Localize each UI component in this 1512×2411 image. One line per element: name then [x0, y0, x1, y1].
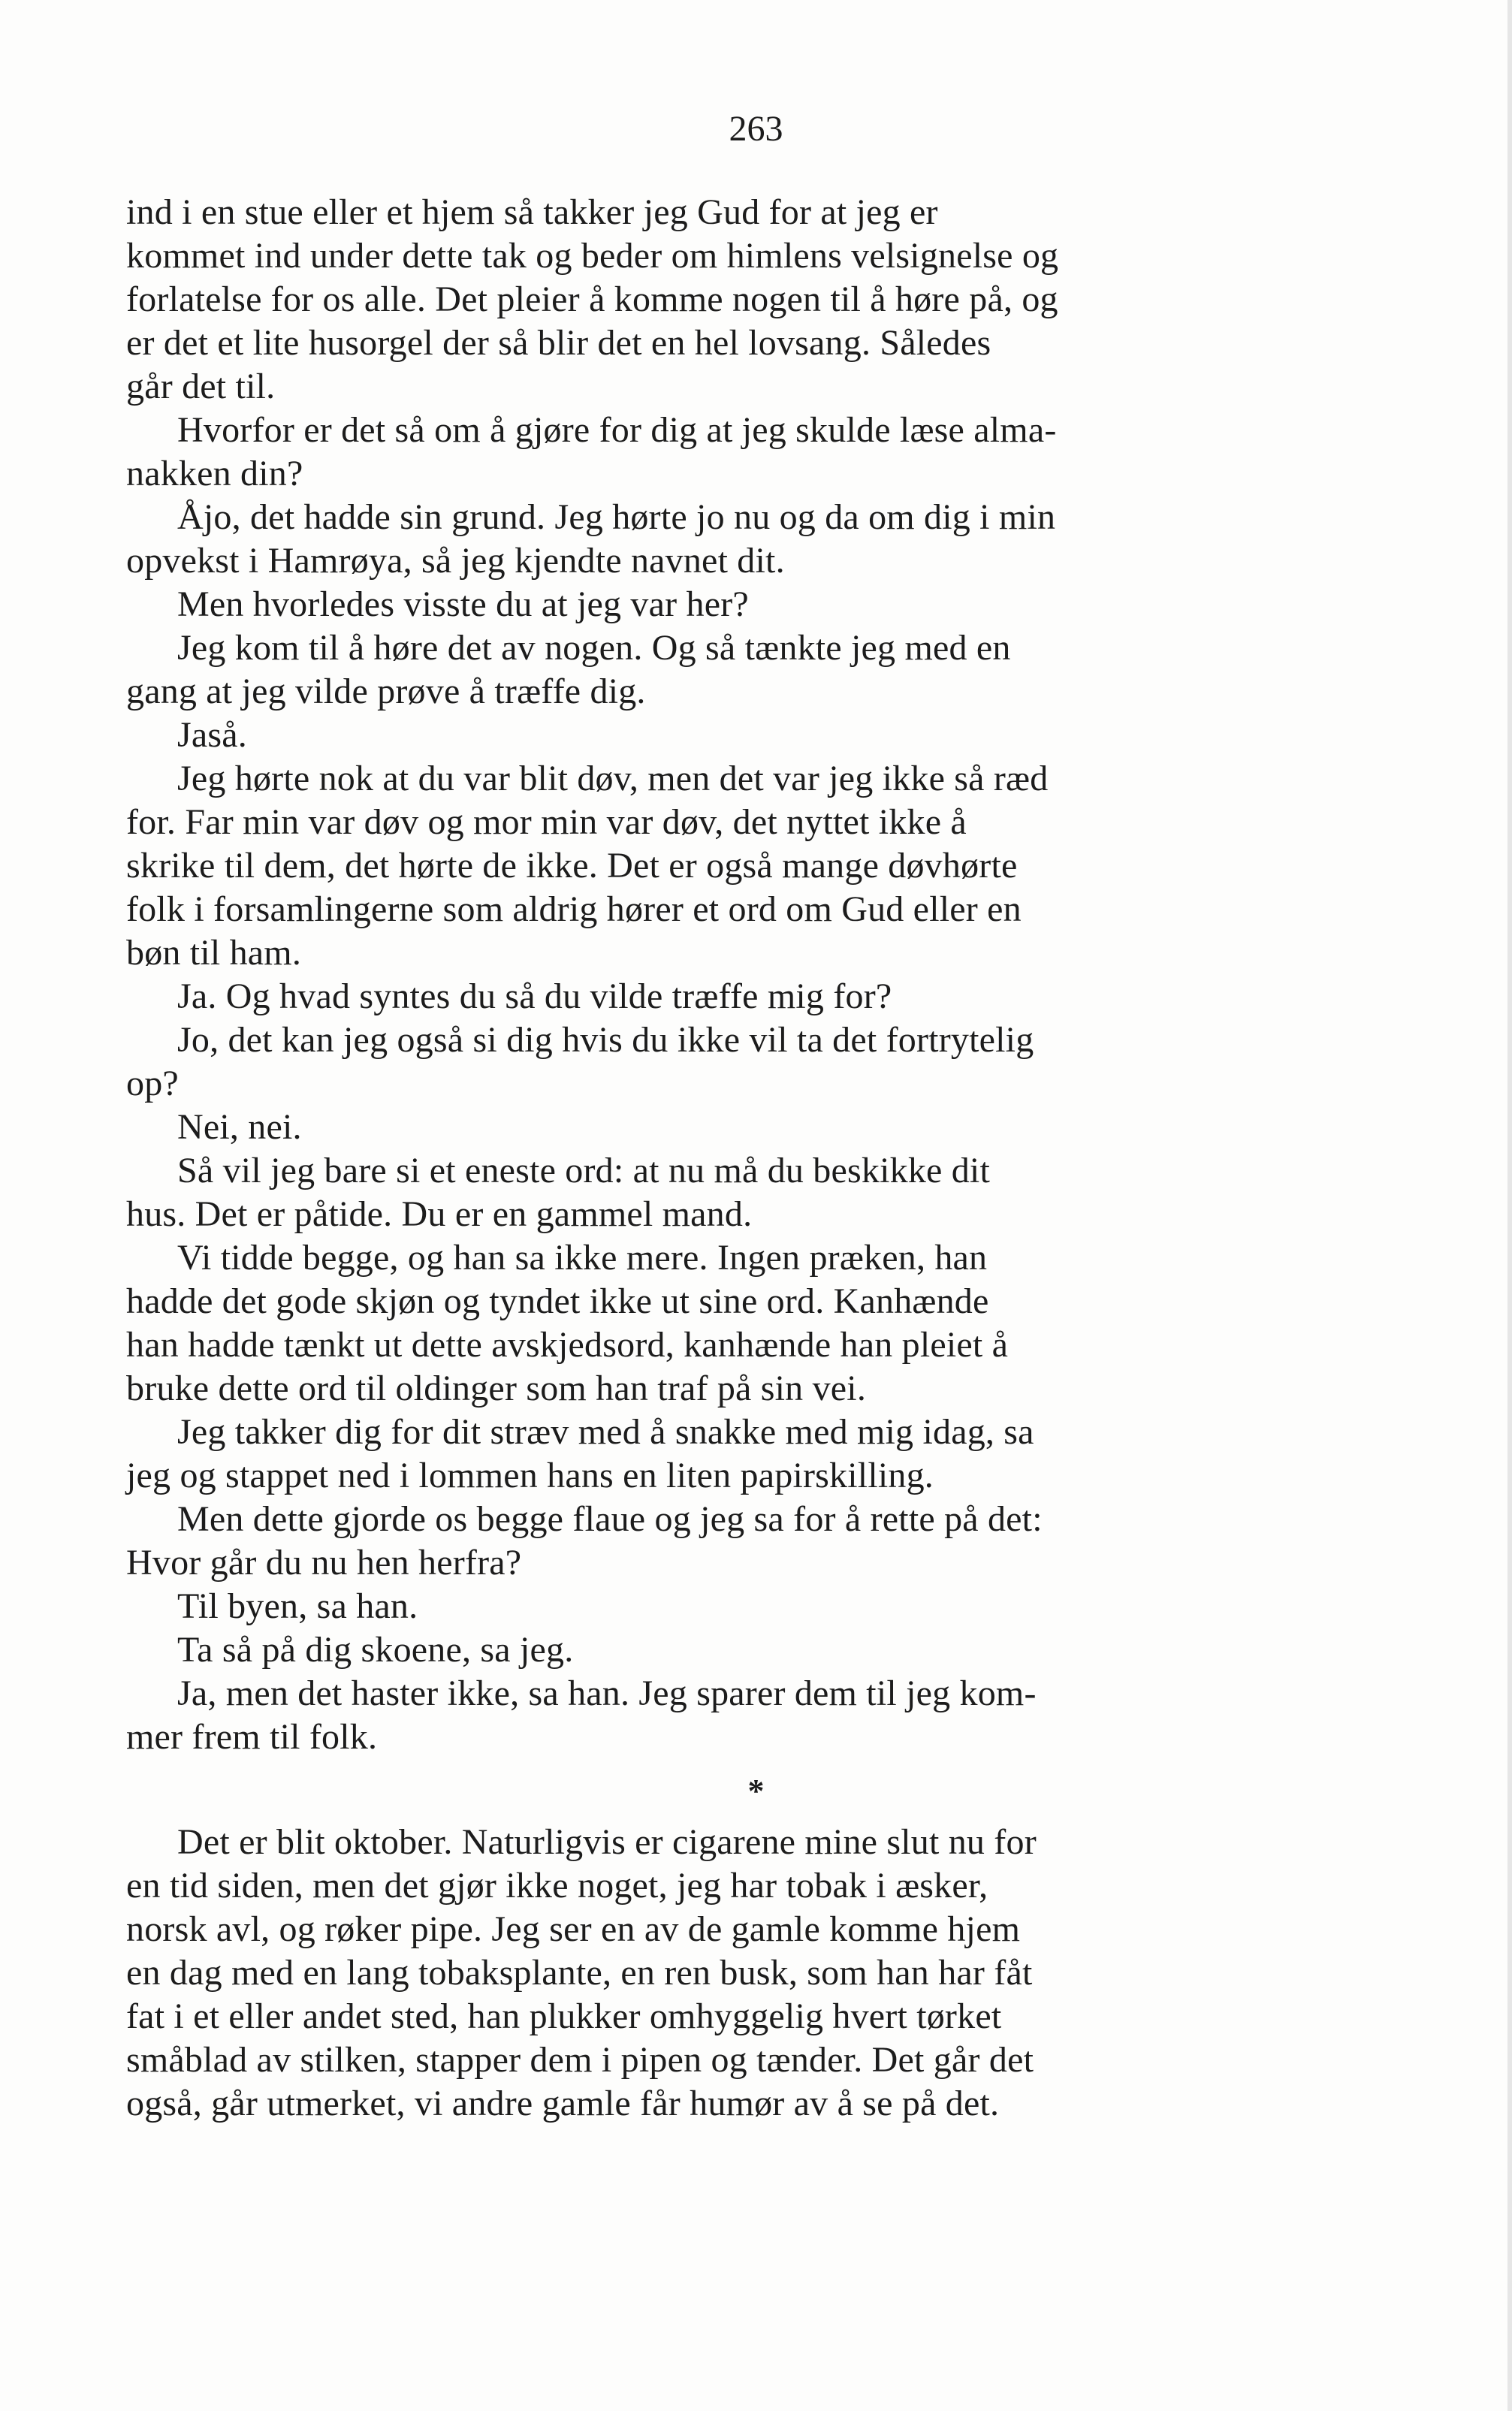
text-line: Jaså.	[177, 715, 247, 755]
text-line: Men hvorledes visste du at jeg var her?	[177, 584, 749, 624]
text-line: går det til.	[126, 367, 276, 406]
text-line: en dag med en lang tobaksplante, en ren busk, som han har fåt	[126, 1953, 1033, 1993]
text-line: Jo, det kan jeg også si dig hvis du ikke vil ta det fortrytelig	[177, 1020, 1034, 1060]
text-line: Det er blit oktober. Naturligvis er cigarene mine slut nu for	[177, 1822, 1037, 1862]
text-line: folk i forsamlingerne som aldrig hører et ord om Gud eller en	[126, 889, 1022, 929]
text-line: Hvor går du nu hen herfra?	[126, 1543, 522, 1583]
text-line: op?	[126, 1064, 179, 1103]
text-line: hus. Det er påtide. Du er en gammel mand.	[126, 1194, 753, 1234]
text-line: Så vil jeg bare si et eneste ord: at nu må du beskikke dit	[177, 1151, 990, 1190]
text-line: Åjo, det hadde sin grund. Jeg hørte jo nu og da om dig i min	[177, 497, 1056, 537]
text-line: Nei, nei.	[177, 1107, 302, 1147]
text-line: Jeg hørte nok at du var blit døv, men det var jeg ikke så ræd	[177, 759, 1049, 798]
text-line: Ja, men det haster ikke, sa han. Jeg sparer dem til jeg kom-	[177, 1673, 1037, 1713]
text-line: han hadde tænkt ut dette avskjedsord, kanhænde han pleiet å	[126, 1325, 1009, 1365]
text-line: gang at jeg vilde prøve å træffe dig.	[126, 671, 646, 711]
text-line: Hvorfor er det så om å gjøre for dig at jeg skulde læse alma-	[177, 410, 1057, 450]
text-line: for. Far min var døv og mor min var døv, det nyttet ikke å	[126, 802, 967, 842]
text-line: jeg og stappet ned i lommen hans en liten papirskilling.	[126, 1456, 934, 1495]
text-line: Jeg kom til å høre det av nogen. Og så tænkte jeg med en	[177, 628, 1011, 668]
text-line: fat i et eller andet sted, han plukker omhyggelig hvert tørket	[126, 1996, 1002, 2036]
text-line: ind i en stue eller et hjem så takker jeg Gud for at jeg er	[126, 192, 938, 232]
text-line: kommet ind under dette tak og beder om himlens velsignelse og	[126, 236, 1059, 276]
text-line: nakken din?	[126, 454, 303, 493]
text-line: Men dette gjorde os begge flaue og jeg sa for å rette på det:	[177, 1499, 1043, 1539]
text-line: opvekst i Hamrøya, så jeg kjendte navnet dit.	[126, 541, 785, 581]
text-line: bøn til ham.	[126, 933, 302, 973]
text-line: også, går utmerket, vi andre gamle får humør av å se på det.	[126, 2084, 1000, 2123]
page-edge	[1507, 0, 1512, 2411]
text-line: Til byen, sa han.	[177, 1586, 418, 1626]
text-line: hadde det gode skjøn og tyndet ikke ut sine ord. Kanhænde	[126, 1281, 989, 1321]
text-line: småblad av stilken, stapper dem i pipen og tænder. Det går det	[126, 2040, 1034, 2080]
text-line: en tid siden, men det gjør ikke noget, jeg har tobak i æsker,	[126, 1866, 988, 1906]
text-line: Jeg takker dig for dit stræv med å snakke med mig idag, sa	[177, 1412, 1034, 1452]
text-line: skrike til dem, det hørte de ikke. Det er også mange døvhørte	[126, 846, 1018, 886]
text-line: mer frem til folk.	[126, 1717, 378, 1757]
text-line: norsk avl, og røker pipe. Jeg ser en av de gamle komme hjem	[126, 1909, 1021, 1949]
text-line: forlatelse for os alle. Det pleier å komme nogen til å høre på, og	[126, 279, 1058, 319]
section-break: *	[747, 1773, 765, 1809]
text-line: Ta så på dig skoene, sa jeg.	[177, 1630, 574, 1670]
text-line: Vi tidde begge, og han sa ikke mere. Ingen præken, han	[177, 1238, 988, 1278]
text-line: bruke dette ord til oldinger som han traf på sin vei.	[126, 1368, 867, 1408]
text-line: er det et lite husorgel der så blir det en hel lovsang. Således	[126, 323, 991, 363]
text-line: Ja. Og hvad syntes du så du vilde træffe mig for?	[177, 976, 892, 1016]
page-number: 263	[729, 109, 783, 149]
